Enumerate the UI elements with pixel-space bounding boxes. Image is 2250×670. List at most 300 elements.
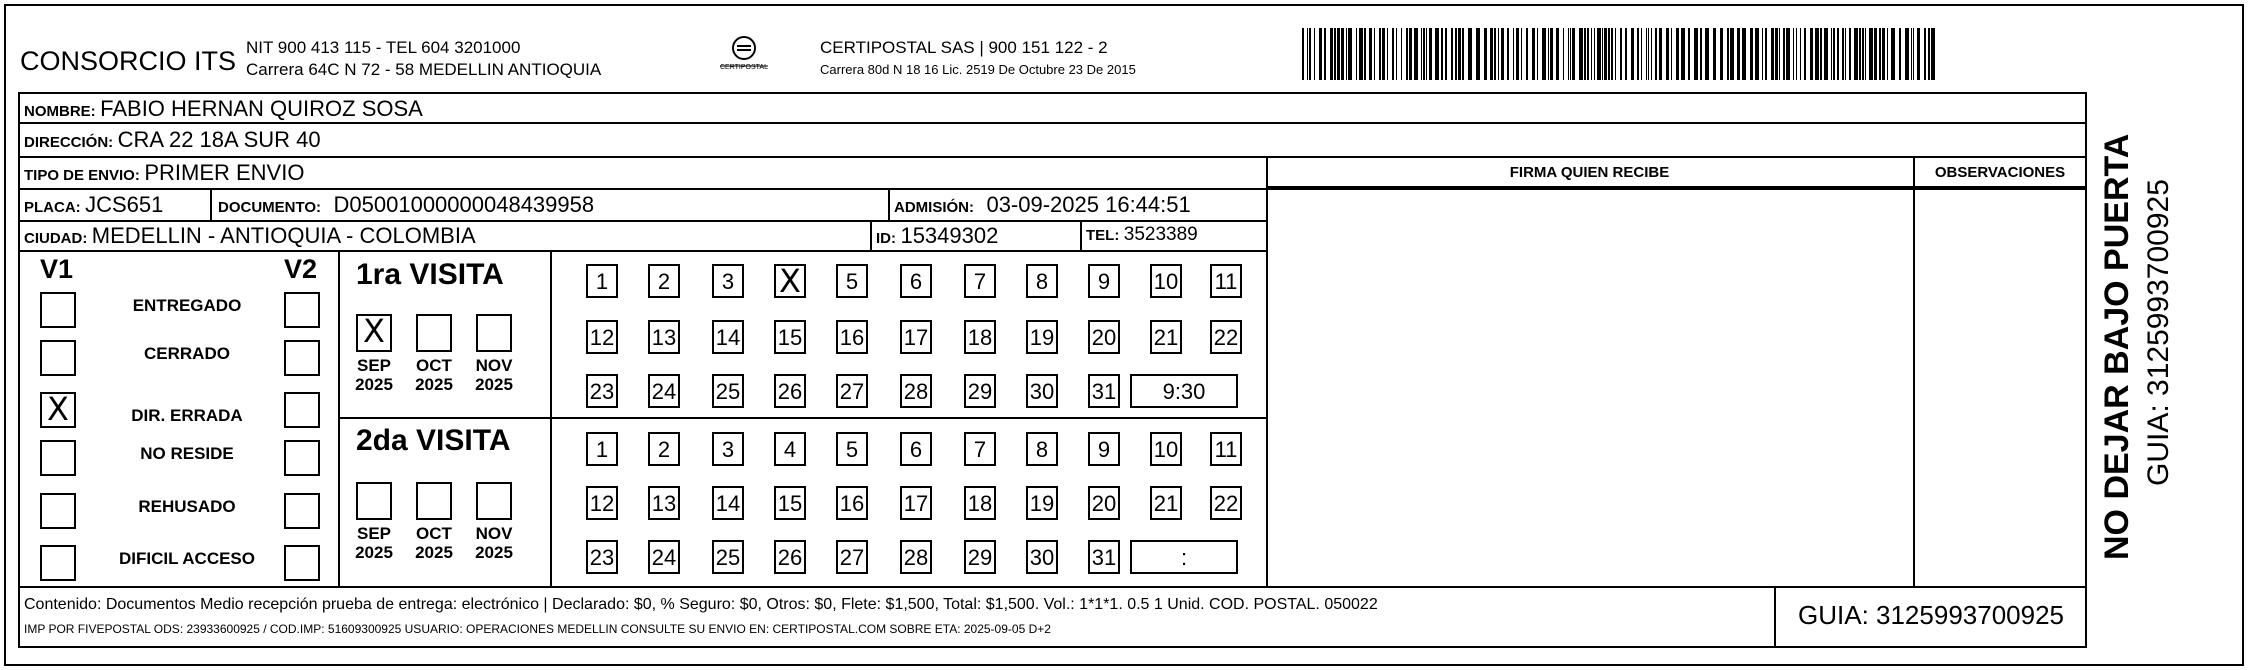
- day-number: 25: [715, 545, 741, 570]
- year-label: 2025: [415, 375, 453, 394]
- day-number: 20: [1091, 325, 1117, 350]
- barcode-bar: [1666, 28, 1669, 80]
- day-number: 16: [839, 491, 865, 516]
- first-day-box[interactable]: [1210, 320, 1242, 354]
- barcode-bar: [1563, 28, 1564, 80]
- year-label: 2025: [475, 543, 513, 562]
- barcode-bar: [1309, 28, 1311, 80]
- day-number: 7: [973, 437, 987, 462]
- barcode-bar: [1779, 28, 1780, 80]
- barcode-bar: [1671, 28, 1672, 80]
- first-day-box[interactable]: [648, 264, 680, 298]
- day-number: 17: [903, 325, 929, 350]
- day-number: 18: [967, 325, 993, 350]
- day-number: 23: [589, 545, 615, 570]
- barcode-bar: [1346, 28, 1347, 80]
- second-day-box[interactable]: [1088, 432, 1120, 466]
- nombre-row: [24, 96, 423, 122]
- ciudad-label: CIUDAD:: [24, 230, 88, 247]
- second-day-box[interactable]: [1210, 432, 1242, 466]
- day-number: 21: [1153, 325, 1179, 350]
- second-day-box[interactable]: [1026, 486, 1058, 520]
- day-number: 5: [845, 269, 859, 294]
- first-day-box[interactable]: [964, 320, 996, 354]
- barcode-bar: [1608, 28, 1610, 80]
- observaciones-label: OBSERVACIONES: [1934, 164, 2066, 181]
- barcode-bar: [1620, 28, 1622, 80]
- second-day-box[interactable]: [1088, 540, 1120, 574]
- barcode-bar: [1824, 28, 1828, 80]
- barcode-bar: [1337, 28, 1340, 80]
- barcode-bar: [1382, 28, 1385, 80]
- first-day-box[interactable]: [712, 320, 744, 354]
- day-number: 18: [967, 491, 993, 516]
- day-number: 13: [651, 491, 677, 516]
- second-day-box[interactable]: [1026, 432, 1058, 466]
- barcode-bar: [1862, 28, 1864, 80]
- barcode-bar: [1542, 28, 1546, 80]
- barcode-bar: [1568, 28, 1569, 80]
- barcode-bar: [1879, 28, 1881, 80]
- month-label: SEP: [356, 356, 392, 375]
- second-day-box[interactable]: [1210, 486, 1242, 520]
- check-mark: X: [363, 312, 385, 350]
- barcode-bar: [1423, 28, 1425, 80]
- day-number: 10: [1153, 437, 1179, 462]
- no-dejar-warning: NO DEJAR BAJO PUERTA: [2098, 133, 2136, 560]
- day-number: 4: [783, 437, 797, 462]
- day-number: 27: [839, 545, 865, 570]
- v1-checkbox[interactable]: [40, 392, 76, 428]
- first-day-box[interactable]: [774, 320, 806, 354]
- company-name: CONSORCIO ITS: [20, 46, 237, 76]
- nombre-label: NOMBRE:: [24, 103, 96, 120]
- day-number: 12: [589, 325, 615, 350]
- barcode-bar: [1604, 28, 1607, 80]
- day-number: 22: [1213, 325, 1239, 350]
- barcode-bar: [1594, 28, 1595, 80]
- documento-value: D05001000000048439958: [333, 192, 595, 217]
- barcode: [1300, 28, 1940, 80]
- first-day-box[interactable]: [1088, 374, 1120, 408]
- first-day-box[interactable]: [586, 374, 618, 408]
- documento-label: DOCUMENTO:: [218, 199, 322, 216]
- observations-area[interactable]: [1915, 188, 2085, 586]
- barcode-bar: [1521, 28, 1522, 80]
- v2-checkbox[interactable]: [284, 392, 320, 428]
- rule: [1266, 250, 1268, 586]
- rule: [1080, 220, 1082, 250]
- rule: [18, 122, 2087, 124]
- company-address: Carrera 64C N 72 - 58 MEDELLIN ANTIOQUIA: [246, 60, 602, 79]
- second-day-box[interactable]: [586, 486, 618, 520]
- day-number: 24: [651, 379, 677, 404]
- first-visit-label: 1ra VISITA: [356, 258, 504, 291]
- barcode-bar: [1727, 28, 1729, 80]
- barcode-bar: [1631, 28, 1634, 80]
- direccion-label: DIRECCIÓN:: [24, 134, 114, 151]
- barcode-bar: [1396, 28, 1397, 80]
- barcode-bar: [1931, 28, 1935, 80]
- barcode-bar: [1526, 28, 1528, 80]
- day-number: 31: [1091, 379, 1117, 404]
- admision-label: ADMISIÓN:: [894, 199, 974, 216]
- second-day-box[interactable]: [900, 540, 932, 574]
- day-number: 8: [1035, 437, 1049, 462]
- day-number: 5: [845, 437, 859, 462]
- barcode-bar: [1591, 28, 1592, 80]
- barcode-bar: [1319, 28, 1322, 80]
- second-month-checkbox[interactable]: [356, 482, 392, 520]
- carrier-logo-icon: [716, 34, 772, 82]
- second-day-box[interactable]: [1026, 540, 1058, 574]
- barcode-bar: [1831, 28, 1832, 80]
- barcode-bar: [1330, 28, 1333, 80]
- reason-label: CERRADO: [144, 344, 230, 363]
- day-number: 20: [1091, 491, 1117, 516]
- barcode-bar: [1815, 28, 1819, 80]
- signature-area[interactable]: [1266, 188, 1913, 586]
- second-day-box[interactable]: [774, 540, 806, 574]
- second-month-checkbox[interactable]: [476, 482, 512, 520]
- barcode-bar: [1324, 28, 1326, 80]
- day-number: 2: [657, 269, 671, 294]
- barcode-bar: [1584, 28, 1586, 80]
- barcode-bar: [1700, 28, 1702, 80]
- barcode-bar: [1730, 28, 1734, 80]
- second-visit-label: 2da VISITA: [356, 424, 511, 457]
- barcode-bar: [1783, 28, 1785, 80]
- barcode-bar: [1441, 28, 1443, 80]
- first-time-field[interactable]: [1130, 374, 1238, 408]
- first-day-box[interactable]: [964, 374, 996, 408]
- v1-checkbox[interactable]: [40, 440, 76, 476]
- barcode-bar: [1786, 28, 1790, 80]
- first-day-box[interactable]: [900, 320, 932, 354]
- barcode-bar: [1637, 28, 1639, 80]
- second-day-box[interactable]: [964, 432, 996, 466]
- second-day-box[interactable]: [586, 540, 618, 574]
- first-day-box[interactable]: [1150, 320, 1182, 354]
- admision-value: 03-09-2025 16:44:51: [986, 192, 1191, 217]
- first-day-box[interactable]: [586, 320, 618, 354]
- first-month-checkbox[interactable]: [416, 314, 452, 352]
- barcode-bar: [1409, 28, 1412, 80]
- day-number: 21: [1153, 491, 1179, 516]
- tipo-label: TIPO DE ENVIO:: [24, 167, 140, 184]
- barcode-bar: [1874, 28, 1877, 80]
- barcode-bar: [1911, 28, 1912, 80]
- barcode-bar: [1597, 28, 1601, 80]
- day-number: 15: [777, 491, 803, 516]
- barcode-bar: [1771, 28, 1774, 80]
- rule: [18, 92, 20, 648]
- rule: [18, 156, 2087, 158]
- second-day-box[interactable]: [648, 432, 680, 466]
- barcode-bar: [1887, 28, 1888, 80]
- barcode-bar: [1917, 28, 1920, 80]
- first-day-box[interactable]: [774, 374, 806, 408]
- barcode-bar: [1490, 28, 1493, 80]
- day-number: 12: [589, 491, 615, 516]
- barcode-bar: [1913, 28, 1914, 80]
- day-number: 29: [967, 545, 993, 570]
- month-label: SEP: [356, 524, 392, 543]
- second-day-box[interactable]: [648, 486, 680, 520]
- barcode-bar: [1429, 28, 1432, 80]
- day-number: 25: [715, 379, 741, 404]
- barcode-bar: [1548, 28, 1549, 80]
- side-guia: GUIA: 3125993700925: [2142, 179, 2175, 486]
- day-number: 3: [721, 269, 735, 294]
- second-month-checkbox[interactable]: [416, 482, 452, 520]
- first-day-box[interactable]: [836, 374, 868, 408]
- barcode-bar: [1587, 28, 1589, 80]
- year-label: 2025: [355, 375, 393, 394]
- first-day-box[interactable]: [586, 264, 618, 298]
- first-day-box[interactable]: [964, 264, 996, 298]
- first-day-box[interactable]: [1150, 264, 1182, 298]
- first-day-box[interactable]: [1088, 264, 1120, 298]
- tel-row: [1086, 224, 1198, 246]
- day-number: 27: [839, 379, 865, 404]
- day-number: 30: [1029, 545, 1055, 570]
- barcode-bar: [1435, 28, 1439, 80]
- tel-label: TEL:: [1086, 227, 1120, 244]
- second-day-box[interactable]: [712, 486, 744, 520]
- rule: [18, 586, 2087, 588]
- barcode-bar: [1688, 28, 1690, 80]
- barcode-bar: [1364, 28, 1366, 80]
- barcode-bar: [1865, 28, 1866, 80]
- barcode-bar: [1507, 28, 1509, 80]
- reason-label: ENTREGADO: [132, 296, 242, 315]
- barcode-bar: [1845, 28, 1846, 80]
- barcode-bar: [1602, 28, 1603, 80]
- barcode-bar: [1401, 28, 1402, 80]
- day-number: 11: [1214, 269, 1238, 294]
- first-day-box[interactable]: [1088, 320, 1120, 354]
- barcode-bar: [1374, 28, 1375, 80]
- second-day-box[interactable]: [1088, 486, 1120, 520]
- day-number: 6: [909, 269, 923, 294]
- barcode-bar: [1307, 28, 1308, 80]
- direccion-value: CRA 22 18A SUR 40: [117, 127, 321, 152]
- barcode-bar: [1334, 28, 1336, 80]
- rule: [18, 250, 1268, 252]
- id-value: 15349302: [900, 223, 999, 248]
- check-mark: X: [47, 390, 69, 428]
- v1-checkbox[interactable]: [40, 545, 76, 581]
- barcode-bar: [1348, 28, 1352, 80]
- barcode-bar: [1648, 28, 1649, 80]
- first-day-box[interactable]: [1026, 320, 1058, 354]
- first-day-box[interactable]: [900, 264, 932, 298]
- tipo-row: [24, 160, 304, 186]
- reason-label: DIFICIL ACCESO: [118, 549, 255, 568]
- carrier-logo-text: CERTIPOSTAL: [720, 64, 768, 71]
- barcode-bar: [1550, 28, 1553, 80]
- barcode-bar: [1369, 28, 1372, 80]
- day-number: 10: [1153, 269, 1179, 294]
- barcode-bar: [1625, 28, 1627, 80]
- second-day-box[interactable]: [964, 540, 996, 574]
- imp-text: IMP POR FIVEPOSTAL ODS: 23933600925 / COD.IMP: 51609300925 USUARIO: OPERACIONES MEDELLIN CONSULTE SU ENVIO EN: CERTIPOSTAL.COM SOBRE ETA: 2025-09-05 D+2: [24, 622, 1051, 636]
- barcode-bar: [1421, 28, 1422, 80]
- second-day-box[interactable]: [836, 432, 868, 466]
- barcode-bar: [1579, 28, 1583, 80]
- barcode-bar: [1742, 28, 1746, 80]
- month-label: OCT: [416, 524, 452, 543]
- barcode-bar: [1641, 28, 1642, 80]
- first-month-checkbox[interactable]: [476, 314, 512, 352]
- year-label: 2025: [475, 375, 513, 394]
- barcode-bar: [1445, 28, 1447, 80]
- rule: [338, 417, 1268, 419]
- placa-label: PLACA:: [24, 199, 81, 216]
- barcode-bar: [1414, 28, 1418, 80]
- barcode-bar: [1462, 28, 1464, 80]
- barcode-bar: [1406, 28, 1408, 80]
- v2-checkbox[interactable]: [284, 545, 320, 581]
- rule: [18, 92, 2087, 94]
- barcode-bar: [1694, 28, 1698, 80]
- barcode-bar: [1882, 28, 1885, 80]
- day-number: 9: [1097, 269, 1111, 294]
- barcode-bar: [1713, 28, 1716, 80]
- rule: [870, 220, 872, 250]
- barcode-bar: [1387, 28, 1388, 80]
- first-day-box[interactable]: [1026, 374, 1058, 408]
- first-day-box[interactable]: [1026, 264, 1058, 298]
- day-number: 1: [595, 437, 609, 462]
- second-day-box[interactable]: [648, 540, 680, 574]
- day-number: 29: [967, 379, 993, 404]
- barcode-bar: [1762, 28, 1763, 80]
- barcode-bar: [1615, 28, 1616, 80]
- v1-checkbox[interactable]: [40, 340, 76, 376]
- barcode-bar: [1891, 28, 1895, 80]
- barcode-bar: [1859, 28, 1861, 80]
- barcode-bar: [1458, 28, 1461, 80]
- first-day-box[interactable]: [900, 374, 932, 408]
- barcode-bar: [1737, 28, 1740, 80]
- barcode-bar: [1849, 28, 1851, 80]
- rule: [888, 188, 890, 220]
- v2-label: V2: [284, 254, 318, 284]
- second-day-box[interactable]: [712, 540, 744, 574]
- barcode-bar: [1532, 28, 1535, 80]
- reason-label: DIR. ERRADA: [131, 406, 243, 425]
- first-month-checkbox[interactable]: [356, 314, 392, 352]
- v2-checkbox[interactable]: [284, 440, 320, 476]
- barcode-bar: [1468, 28, 1472, 80]
- second-day-box[interactable]: [774, 486, 806, 520]
- second-day-box[interactable]: [1150, 432, 1182, 466]
- day-number: 14: [715, 325, 741, 350]
- barcode-bar: [1905, 28, 1909, 80]
- v2-checkbox[interactable]: [284, 493, 320, 529]
- second-day-box[interactable]: [836, 540, 868, 574]
- day-number: 8: [1035, 269, 1049, 294]
- v1-checkbox[interactable]: [40, 292, 76, 328]
- first-day-box[interactable]: [712, 374, 744, 408]
- second-day-box[interactable]: [836, 486, 868, 520]
- second-day-box[interactable]: [900, 432, 932, 466]
- day-number: 31: [1091, 545, 1117, 570]
- barcode-bar: [1516, 28, 1519, 80]
- second-time-field[interactable]: [1130, 540, 1238, 574]
- barcode-bar: [1379, 28, 1381, 80]
- barcode-bar: [1572, 28, 1575, 80]
- month-label: NOV: [475, 524, 513, 543]
- second-day-box[interactable]: [1150, 486, 1182, 520]
- barcode-bar: [1837, 28, 1839, 80]
- barcode-bar: [1651, 28, 1652, 80]
- day-number: 28: [903, 545, 929, 570]
- barcode-bar: [1793, 28, 1794, 80]
- year-label: 2025: [415, 543, 453, 562]
- contenido-text: Contenido: Documentos Medio recepción prueba de entrega: electrónico | Declarado: $0, % Seguro: $0, Otros: $0, Flete: $1,500, Total: $1,500. Vol.: 1*1*1. 0.5 1 Unid. COD. POSTAL. 050022: [24, 596, 1378, 613]
- month-label: NOV: [475, 356, 513, 375]
- tipo-value: PRIMER ENVIO: [144, 160, 305, 185]
- second-day-box[interactable]: [964, 486, 996, 520]
- day-number: 28: [903, 379, 929, 404]
- barcode-bar: [1810, 28, 1813, 80]
- barcode-bar: [1869, 28, 1873, 80]
- day-number: 11: [1214, 437, 1238, 462]
- barcode-bar: [1302, 28, 1304, 80]
- second-day-box[interactable]: [586, 432, 618, 466]
- month-label: OCT: [416, 356, 452, 375]
- barcode-bar: [1924, 28, 1926, 80]
- barcode-bar: [1646, 28, 1647, 80]
- day-number: 19: [1029, 325, 1055, 350]
- first-day-box[interactable]: [1210, 264, 1242, 298]
- first-day-box[interactable]: [836, 320, 868, 354]
- v2-checkbox[interactable]: [284, 340, 320, 376]
- first-day-box[interactable]: [774, 264, 806, 298]
- carrier-address: Carrera 80d N 18 16 Lic. 2519 De Octubre 23 De 2015: [820, 62, 1136, 77]
- second-day-box[interactable]: [712, 432, 744, 466]
- first-day-box[interactable]: [648, 320, 680, 354]
- barcode-bar: [1842, 28, 1844, 80]
- barcode-bar: [1426, 28, 1427, 80]
- v2-checkbox[interactable]: [284, 292, 320, 328]
- tel-value: 3523389: [1123, 224, 1198, 245]
- barcode-bar: [1765, 28, 1767, 80]
- reason-label: NO RESIDE: [140, 444, 234, 463]
- ciudad-row: [24, 223, 476, 249]
- direccion-row: [24, 127, 321, 153]
- day-number: 9: [1097, 437, 1111, 462]
- second-day-box[interactable]: [774, 432, 806, 466]
- company-nit: NIT 900 413 115 - TEL 604 3201000: [246, 38, 521, 57]
- barcode-bar: [1676, 28, 1679, 80]
- first-day-box[interactable]: [712, 264, 744, 298]
- day-number: 19: [1029, 491, 1055, 516]
- barcode-bar: [1537, 28, 1538, 80]
- second-day-box[interactable]: [900, 486, 932, 520]
- day-number: 3: [721, 437, 735, 462]
- first-day-box[interactable]: [836, 264, 868, 298]
- documento-row: [218, 192, 594, 218]
- v1-checkbox[interactable]: [40, 493, 76, 529]
- rule: [210, 188, 212, 220]
- rule: [18, 646, 2087, 648]
- first-day-box[interactable]: [648, 374, 680, 408]
- barcode-image: [1300, 28, 1940, 80]
